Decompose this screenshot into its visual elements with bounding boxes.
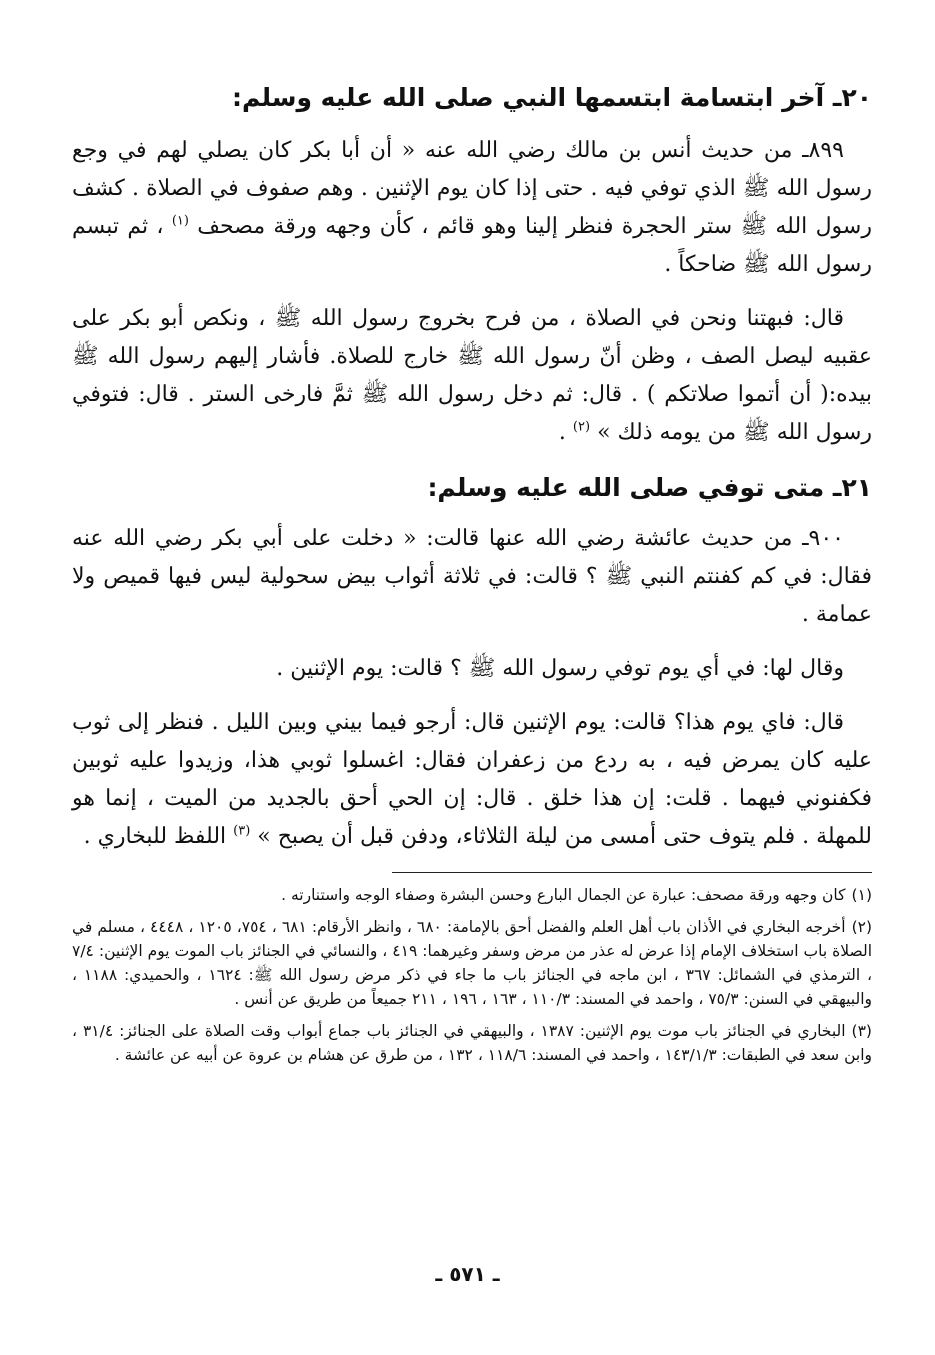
footnote-2-number: (٢) <box>851 918 873 936</box>
footnote-1-text: كان وجهه ورقة مصحف: عبارة عن الجمال البارع وحسن البشرة وصفاء الوجه واستنارته . <box>281 886 846 904</box>
footnote-2 <box>72 915 872 1011</box>
footnote-3-text: البخاري في الجنائز باب موت يوم الإثنين: ١٣٨٧ ، والبيهقي في الجنائز باب جماع أبواب وقت الصلاة على الجنائز: ٣١/٤ ، وابن سعد في الطبقات: ١٤٣/١/٣ ، واحمد في المسند: ١١٨/٦ ، ١٣٢ ، من طرق عن هشام بن عروة عن أبيه عن عائشة . <box>72 1022 872 1064</box>
hadith-900-question: وقال لها: في أي يوم توفي رسول الله ﷺ ؟ قالت: يوم الإثنين . <box>276 656 844 681</box>
hadith-900-continuation <box>72 704 872 856</box>
hadith-899-text: ٨٩٩ـ من حديث أنس بن مالك رضي الله عنه « أن أبا بكر كان يصلي لهم في وجع رسول الله ﷺ الذي توفي فيه . حتى إذا كان يوم الإثنين . وهم صفوف في الصلاة . كشف رسول الله ﷺ ستر الحجرة فنظر إلينا وهو قائم ، كأن وجهه ورقة مصحف <box>72 138 872 239</box>
footnote-3 <box>72 1019 872 1067</box>
hadith-899-continuation-tail: . <box>558 420 566 445</box>
page-number: ـ ٥٧١ ـ <box>435 1262 500 1286</box>
footnote-2-text: أخرجه البخاري في الأذان باب أهل العلم والفضل أحق بالإمامة: ٦٨٠ ، وانظر الأرقام: ٦٨١ ، ٧٥٤، ١٢٠٥ ، ٤٤٤٨ ، مسلم في الصلاة باب استخلاف الإمام إذا عرض له عذر من مرض وسفر وغيرهما: ٤١٩ ، والنسائي في الجنائز باب الموت يوم الإثنين: ٧/٤ ، الترمذي في الشمائل: ٣٦٧ ، ابن ماجه في الجنائز باب ما جاء في ذكر مرض رسول الله ﷺ: ١٦٢٤ ، والحميدي: ١١٨٨ ، والبيهقي في السنن: ٧٥/٣ ، واحمد في المسند: ١١٠/٣ ، ١٦٣ ، ١٩٦ ، ٢١١ جميعاً من طريق عن أنس . <box>72 918 873 1008</box>
footnote-3-number: (٣) <box>851 1022 872 1040</box>
hadith-900-continuation-tail: اللفظ للبخاري . <box>83 824 227 849</box>
hadith-900-paragraph: ٩٠٠ـ من حديث عائشة رضي الله عنها قالت: « دخلت على أبي بكر رضي الله عنه فقال: في كم كفنتم النبي ﷺ ؟ قالت: في ثلاثة أثواب بيض سحولية ليس فيها قميص ولا عمامة . <box>72 526 872 627</box>
hadith-899-continuation <box>72 300 872 452</box>
footnote-ref-3: (٣) <box>233 823 251 839</box>
hadith-899-tail: ، ثم تبسم رسول الله ﷺ ضاحكاً . <box>72 214 872 277</box>
hadith-899-continuation-text: قال: فبهتنا ونحن في الصلاة ، من فرح بخروج رسول الله ﷺ ، ونكص أبو بكر على عقبيه ليصل الصف ، وظن أنّ رسول الله ﷺ خارج للصلاة. فأشار إليهم رسول الله ﷺ بيده:( أن أتموا صلاتكم ) . قال: ثم دخل رسول الله ﷺ ثمَّ فارخى الستر . قال: فتوفي رسول الله ﷺ من يومه ذلك » <box>72 306 872 445</box>
hadith-900-continuation-text: قال: فاي يوم هذا؟ قالت: يوم الإثنين قال: أرجو فيما بيني وبين الليل . فنظر إلى ثوب عليه كان يمرض فيه ، به ردع من زعفران فقال: اغسلوا ثوبي هذا، وزيدوا عليه ثوبين فكفنوني فيهما . قلت: إن هذا خلق . قال: إن الحي أحق بالجديد من الميت ، إنما هو للمهلة . فلم يتوف حتى أمسى من ليلة الثلاثاء، ودفن قبل أن يصبح » <box>72 710 872 849</box>
section-20-heading: ٢٠ـ آخر ابتسامة ابتسمها النبي صلى الله عليه وسلم: <box>232 83 872 112</box>
footnote-ref-2: (٢) <box>572 419 591 435</box>
hadith-899-paragraph <box>72 132 872 284</box>
section-21-heading: ٢١ـ متى توفي صلى الله عليه وسلم: <box>427 473 872 502</box>
footnote-ref-1: (١) <box>171 213 189 229</box>
footnote-1 <box>72 883 872 907</box>
footnote-divider <box>392 872 872 873</box>
footnote-1-number: (١) <box>851 886 872 904</box>
page-body <box>72 78 872 1075</box>
